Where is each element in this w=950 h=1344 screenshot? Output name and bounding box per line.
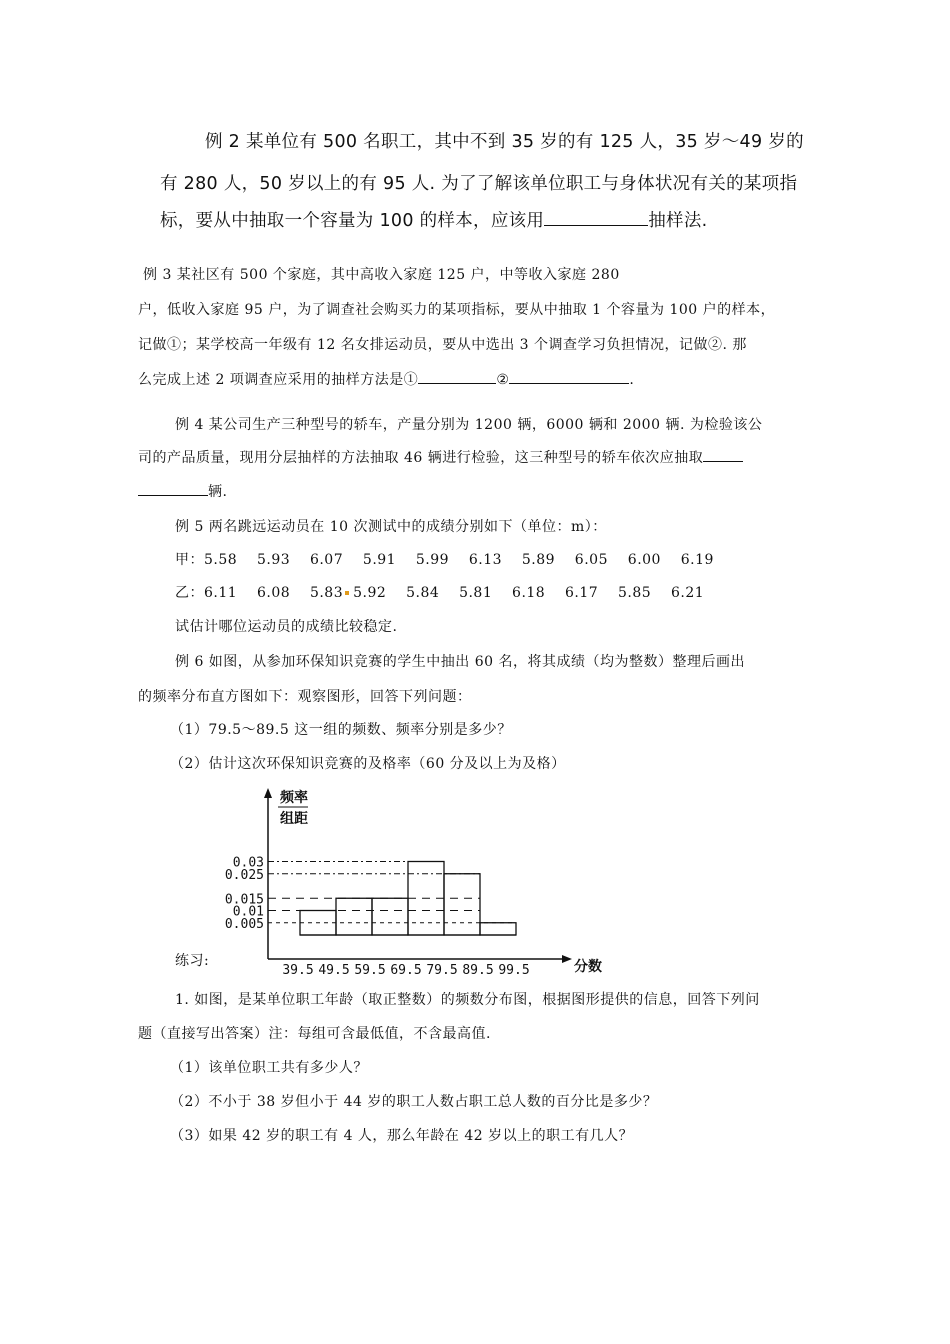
y-axis-label-top: 频率 (280, 790, 308, 806)
histogram-bar (372, 898, 408, 935)
practice-line-2: 题（直接写出答案）注：每组可含最低值，不含最高值. (138, 1026, 491, 1042)
ex5-jia-values: 5.58 5.93 6.07 5.91 5.99 6.13 5.89 6.05 6.00 6.19 (204, 552, 714, 568)
x-tick-label: 49.5 (318, 963, 350, 978)
ex5-jia-row (175, 549, 714, 569)
histogram-bar (336, 898, 372, 935)
histogram-guide-lines (268, 862, 516, 923)
y-axis-label-bottom: 组距 (280, 811, 308, 827)
practice-question-3: （3）如果 42 岁的职工有 4 人，那么年龄在 42 岁以上的职工有几人？ (170, 1128, 634, 1144)
ex3-line-4-end: . (629, 372, 635, 388)
x-axis-arrow-icon (562, 955, 572, 963)
histogram-bar (444, 874, 480, 935)
ex2-answer-blank (544, 207, 648, 226)
y-tick-label: 0.01 (232, 904, 264, 920)
ex4-line-1: 例 4 某公司生产三种型号的轿车，产量分别为 1200 辆，6000 辆和 2000 辆. 为检验该公 (175, 417, 763, 433)
ex4-line-2-text: 司的产品质量，现用分层抽样的方法抽取 46 辆进行检验，这三种型号的轿车依次应抽取 (138, 450, 704, 466)
ex4-blank-1 (703, 447, 743, 462)
ex2-line-3-tail: 抽样法. (648, 211, 708, 231)
ex6-line-1: 例 6 如图，从参加环保知识竞赛的学生中抽出 60 名，将其成绩（均为整数）整理后画出 (175, 654, 746, 670)
ex3-blank-2 (509, 369, 629, 384)
ex3-blank-1 (418, 369, 496, 384)
practice-question-2: （2）不小于 38 岁但小于 44 岁的职工人数占职工总人数的百分比是多少？ (170, 1094, 658, 1110)
ex6-line-2: 的频率分布直方图如下：观察图形，回答下列问题： (138, 689, 472, 705)
x-tick-label: 79.5 (426, 963, 458, 978)
practice-heading: 练习: (175, 953, 210, 969)
ex2-line-2: 有 280 人，50 岁以上的有 95 人. 为了了解该单位职工与身体状况有关的某项指 (160, 174, 798, 194)
ex6-question-2: （2）估计这次环保知识竞赛的及格率（60 分及以上为及格） (170, 756, 566, 772)
x-tick-label: 89.5 (462, 963, 494, 978)
practice-question-1: （1）该单位职工共有多少人？ (170, 1060, 368, 1076)
ex3-line-1: 例 3 某社区有 500 个家庭，其中高收入家庭 125 户，中等收入家庭 280 (143, 267, 620, 283)
ex3-line-4-text: 么完成上述 2 项调查应采用的抽样方法是① (138, 372, 419, 388)
y-tick-labels (225, 856, 264, 932)
ex3-circle-2: ② (496, 372, 510, 388)
ex5-line-1: 例 5 两名跳远运动员在 10 次测试中的成绩分别如下（单位：m）： (175, 519, 607, 535)
y-tick-label: 0.03 (232, 855, 264, 871)
ex3-line-4 (138, 369, 634, 389)
frequency-histogram (210, 785, 610, 980)
ex5-yi-row (175, 582, 704, 602)
x-tick-label: 99.5 (498, 963, 530, 978)
ex4-line-3-text: 辆. (208, 484, 228, 500)
ex5-yi-values-b: 5.92 5.84 5.81 6.18 6.17 5.85 6.21 (353, 585, 705, 601)
ex4-line-3 (138, 481, 227, 501)
ex2-line-3-text: 标，要从中抽取一个容量为 100 的样本，应该用 (160, 211, 545, 231)
ex3-line-3: 记做①；某学校高一年级有 12 名女排运动员，要从中选出 3 个调查学习负担情况，记做②. 那 (138, 337, 747, 353)
y-axis-arrow-icon (264, 788, 272, 798)
ex5-yi-label: 乙： (175, 585, 204, 601)
ex4-line-2 (138, 447, 743, 467)
practice-line-1: 1. 如图，是某单位职工年龄（取正整数）的频数分布图，根据图形提供的信息，回答下列问 (175, 992, 760, 1008)
x-tick-labels (282, 963, 529, 978)
x-tick-label: 59.5 (354, 963, 386, 978)
y-tick-label: 0.025 (224, 867, 264, 883)
x-axis-label: 分数 (574, 959, 602, 975)
ex2-line-1: 例 2 某单位有 500 名职工，其中不到 35 岁的有 125 人，35 岁～49 岁的 (205, 132, 804, 152)
histogram-bars (300, 862, 516, 936)
y-tick-label: 0.005 (224, 916, 264, 932)
histogram-axes (264, 788, 572, 963)
ex3-line-2: 户，低收入家庭 95 户，为了调查社会购买力的某项指标，要从中抽取 1 个容量为 100 户的样本， (138, 302, 776, 318)
ex6-question-1: （1）79.5～89.5 这一组的频数、频率分别是多少？ (170, 722, 512, 738)
ex5-yi-values-a: 6.11 6.08 5.83 (204, 585, 344, 601)
ex5-jia-label: 甲： (175, 552, 204, 568)
y-tick-label: 0.015 (224, 892, 264, 908)
x-tick-label: 69.5 (390, 963, 422, 978)
ex2-line-3 (160, 207, 708, 232)
histogram-bar (480, 923, 516, 935)
x-tick-label: 39.5 (282, 963, 314, 978)
orange-dot-mark (345, 591, 349, 595)
ex4-blank-2 (138, 481, 208, 496)
ex5-question: 试估计哪位运动员的成绩比较稳定. (175, 619, 398, 635)
